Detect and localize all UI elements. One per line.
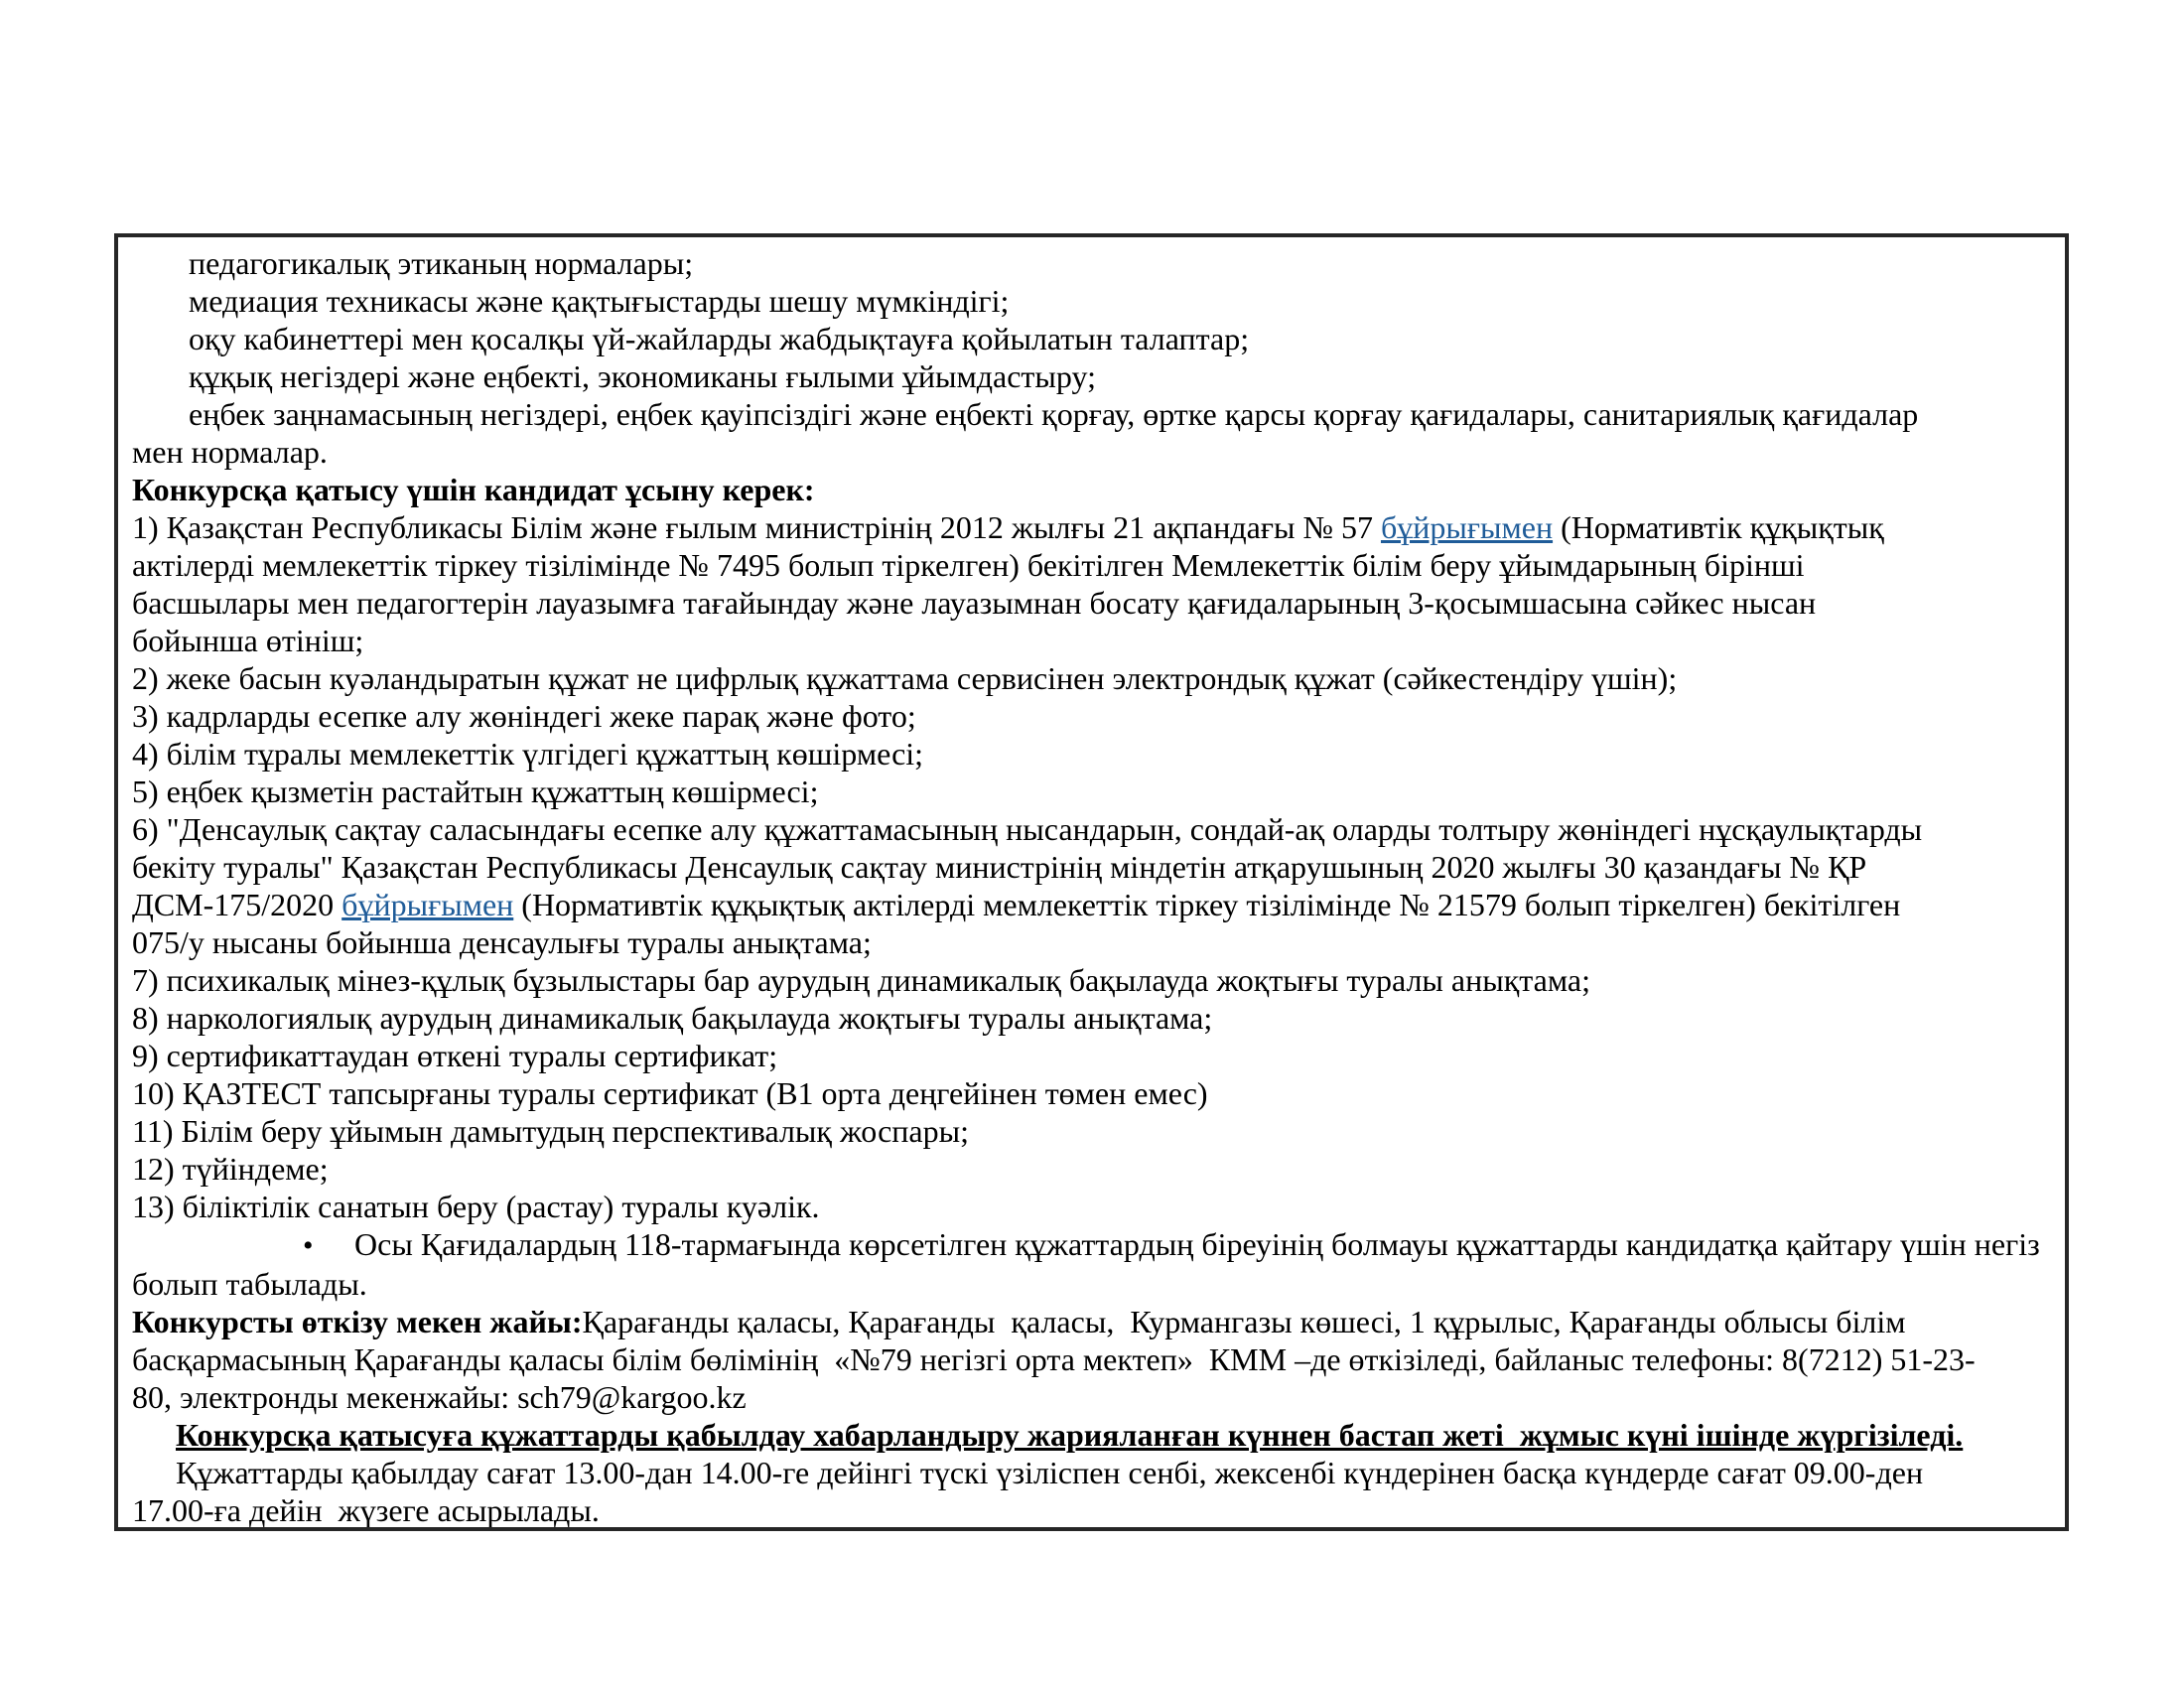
doc-line-10 bbox=[132, 584, 2057, 622]
text-run: мен нормалар. bbox=[132, 434, 328, 470]
text-run: педагогикалық этиканың нормалары; bbox=[189, 245, 694, 281]
doc-line-21 bbox=[132, 999, 2057, 1037]
doc-line-5 bbox=[132, 395, 2057, 433]
text-run: басқармасының Қарағанды қаласы білім бөлімінің «№79 негізгі орта мектеп» КММ –де өткізіледі, байланыс телефоны: 8(7212) 51-23- bbox=[132, 1341, 1976, 1377]
text-run: 17.00-ға дейін жүзеге асырылады. bbox=[132, 1492, 600, 1528]
doc-line-31 bbox=[132, 1378, 2057, 1416]
doc-line-4 bbox=[132, 357, 2057, 395]
doc-line-29 bbox=[132, 1303, 2057, 1340]
doc-line-26 bbox=[132, 1188, 2057, 1225]
text-run: 2) жеке басын куәландыратын құжат не цифрлық құжаттама сервисінен электрондық құжат (сәйкестендіру үшін); bbox=[132, 660, 1678, 696]
text-run: (Нормативтік құқықтық bbox=[1553, 509, 1884, 545]
text-run: 11) Білім беру ұйымын дамытудың перспективалық жоспары; bbox=[132, 1113, 969, 1149]
order-dsm-175-link[interactable]: бұйрығымен bbox=[341, 887, 514, 922]
order-57-link[interactable]: бұйрығымен bbox=[1380, 509, 1554, 545]
doc-line-2 bbox=[132, 282, 2057, 320]
doc-line-23 bbox=[132, 1074, 2057, 1112]
doc-line-34 bbox=[132, 1491, 2057, 1529]
doc-line-12 bbox=[132, 659, 2057, 697]
doc-line-14 bbox=[132, 735, 2057, 773]
doc-line-24 bbox=[132, 1112, 2057, 1150]
doc-line-30 bbox=[132, 1340, 2057, 1378]
doc-line-28 bbox=[132, 1265, 2057, 1303]
text-run: (Нормативтік құқықтық актілерді мемлекеттік тіркеу тізілімінде № 21579 болып тіркелген) бекітілген bbox=[513, 887, 1901, 922]
doc-line-8 bbox=[132, 508, 2057, 546]
doc-line-13 bbox=[132, 697, 2057, 735]
text-run: актілерді мемлекеттік тіркеу тізілімінде № 7495 болып тіркелген) бекітілген Мемлекеттік білім беру ұйымдарының бірінші bbox=[132, 547, 1805, 583]
text-run: 80, электронды мекенжайы: sch79@kargoo.kz bbox=[132, 1379, 747, 1415]
doc-line-27 bbox=[132, 1225, 2057, 1265]
text-run: болып табылады. bbox=[132, 1266, 367, 1302]
doc-line-15 bbox=[132, 773, 2057, 810]
doc-line-19 bbox=[132, 923, 2057, 961]
text-run: 10) ҚАЗТЕСТ тапсырғаны туралы сертификат (B1 орта деңгейінен төмен емес) bbox=[132, 1075, 1208, 1111]
text-run: бойынша өтініш; bbox=[132, 623, 364, 658]
text-run: бекіту туралы" Қазақстан Республикасы Денсаулық сақтау министрінің міндетін атқарушының 2020 жылғы 30 қазандағы № ҚР bbox=[132, 849, 1867, 885]
doc-line-33 bbox=[132, 1454, 2057, 1491]
text-run: медиация техникасы және қақтығыстарды шешу мүмкіндігі; bbox=[189, 283, 1010, 319]
doc-line-7 bbox=[132, 471, 2057, 508]
doc-line-1 bbox=[132, 244, 2057, 282]
text-run: 5) еңбек қызметін растайтын құжаттың көшірмесі; bbox=[132, 774, 819, 809]
doc-line-18 bbox=[132, 886, 2057, 923]
text-run: 13) біліктілік санатын беру (растау) туралы куәлік. bbox=[132, 1189, 820, 1224]
text-run: басшылары мен педагогтерін лауазымға тағайындау және лауазымнан босату қағидаларының 3-қосымшасына сәйкес нысан bbox=[132, 585, 1817, 621]
doc-line-11 bbox=[132, 622, 2057, 659]
text-run: Құжаттарды қабылдау сағат 13.00-дан 14.00-ге дейінгі түскі үзіліспен сенбі, жексенбі күндерінен басқа күндерде сағат 09.00-ден bbox=[176, 1455, 1924, 1490]
doc-line-17 bbox=[132, 848, 2057, 886]
text-run: 12) түйіндеме; bbox=[132, 1151, 329, 1187]
text-run: Қарағанды қаласы, Қарағанды қаласы, Курмангазы көшесі, 1 құрылыс, Қарағанды облысы білім bbox=[582, 1304, 1906, 1339]
doc-line-32 bbox=[132, 1416, 2057, 1454]
doc-line-3 bbox=[132, 320, 2057, 357]
text-run: 1) Қазақстан Республикасы Білім және ғылым министрінің 2012 жылғы 21 ақпандағы № 57 bbox=[132, 509, 1381, 545]
text-run: 7) психикалық мінез-құлық бұзылыстары бар аурудың динамикалық бақылауда жоқтығы туралы анықтама; bbox=[132, 962, 1590, 998]
bold-text-run: Конкурсты өткізу мекен жайы: bbox=[132, 1304, 583, 1339]
text-run: ДСМ-175/2020 bbox=[132, 887, 342, 922]
text-run: Осы Қағидалардың 118-тармағында көрсетілген құжаттардың біреуінің болмауы құжаттарды кандидатқа қайтару үшін негіз bbox=[354, 1226, 2040, 1262]
doc-line-16 bbox=[132, 810, 2057, 848]
doc-line-22 bbox=[132, 1037, 2057, 1074]
text-run: еңбек заңнамасының негіздері, еңбек қауіпсіздігі және еңбекті қорғау, өртке қарсы қорғау қағидалары, санитариялық қағидалар bbox=[189, 396, 1919, 432]
text-run: 9) сертификаттаудан өткені туралы сертификат; bbox=[132, 1038, 778, 1073]
doc-line-9 bbox=[132, 546, 2057, 584]
text-run: 3) кадрларды есепке алу жөніндегі жеке парақ және фото; bbox=[132, 698, 916, 734]
text-run: оқу кабинеттері мен қосалқы үй-жайларды жабдықтауға қойылатын талаптар; bbox=[189, 321, 1250, 356]
text-run: Конкурсқа қатысуға құжаттарды қабылдау хабарландыру жарияланған күннен бастап жеті жұмыс күні ішінде жүргізіледі. bbox=[176, 1417, 1964, 1453]
doc-line-6 bbox=[132, 433, 2057, 471]
text-run: құқық негіздері және еңбекті, экономиканы ғылыми ұйымдастыру; bbox=[189, 358, 1096, 394]
text-run: 075/у нысаны бойынша денсаулығы туралы анықтама; bbox=[132, 924, 872, 960]
text-run: 4) білім тұралы мемлекеттік үлгідегі құжаттың көшірмесі; bbox=[132, 736, 924, 772]
text-run: 8) наркологиялық аурудың динамикалық бақылауда жоқтығы туралы анықтама; bbox=[132, 1000, 1213, 1036]
text-run: 6) "Денсаулық сақтау саласындағы есепке алу құжаттамасының нысандарын, сондай-ақ оларды толтыру жөніндегі нұсқаулықтарды bbox=[132, 811, 1923, 847]
document-box bbox=[114, 233, 2069, 1531]
bullet-icon: • bbox=[303, 1229, 314, 1262]
text-run: Конкурсқа қатысу үшін кандидат ұсыну керек: bbox=[132, 472, 815, 507]
doc-line-25 bbox=[132, 1150, 2057, 1188]
doc-line-20 bbox=[132, 961, 2057, 999]
